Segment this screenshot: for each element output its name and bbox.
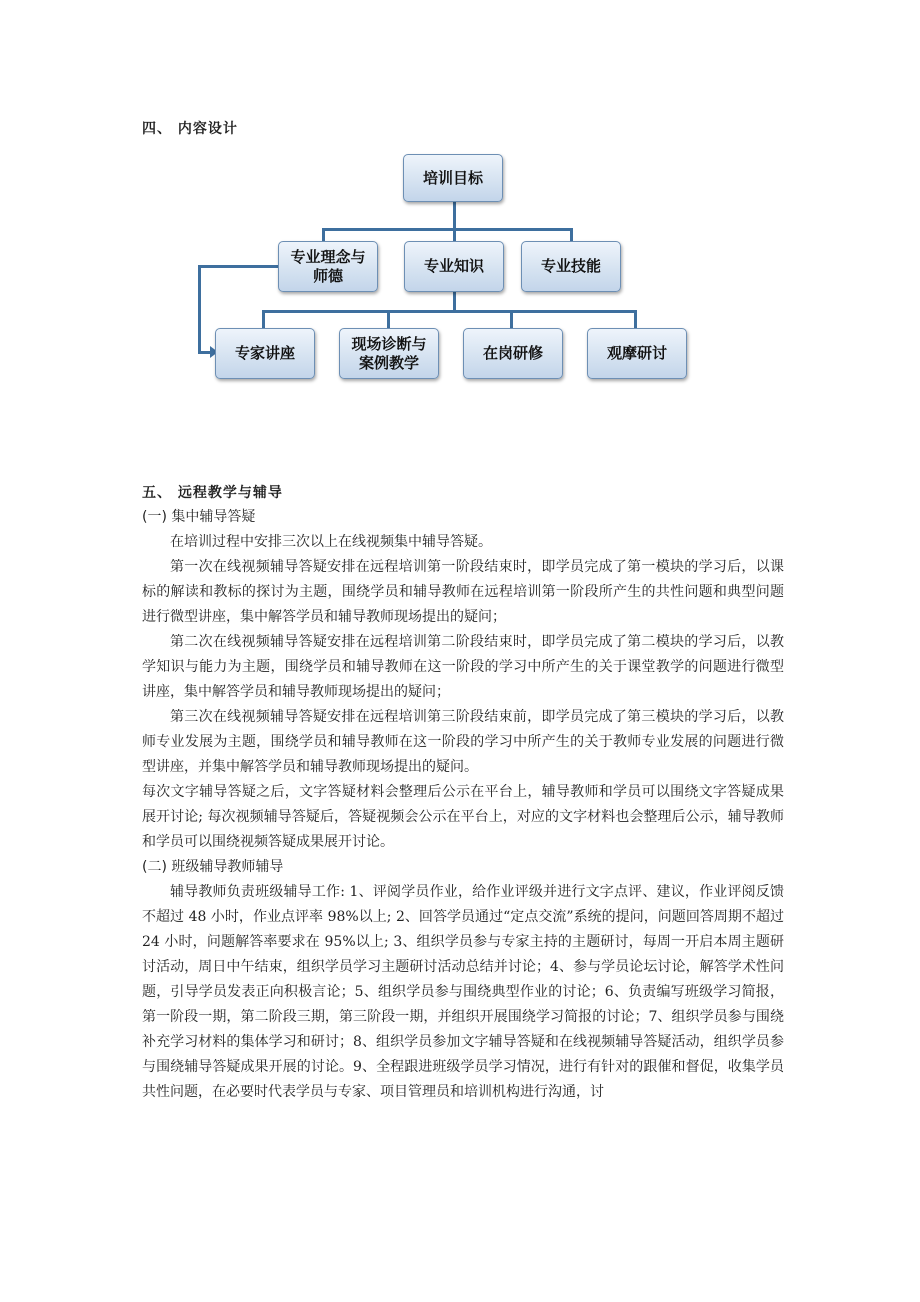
connector — [198, 265, 201, 353]
connector — [570, 228, 573, 242]
section-5-body — [142, 505, 784, 1105]
node-expert-lecture: 专家讲座 — [215, 328, 315, 379]
node-observation-discussion: 观摩研讨 — [587, 328, 687, 379]
connector — [453, 228, 456, 242]
node-professional-skills: 专业技能 — [521, 241, 621, 292]
connector — [198, 265, 278, 268]
section-5-heading: 五、 远程教学与辅导 — [142, 485, 283, 501]
paragraph: 辅导教师负责班级辅导工作: 1、评阅学员作业，给作业评级并进行文字点评、建议，作业评阅反馈不超过 48 小时，作业点评率 98%以上; 2、回答学员通过“定点交流”系统的提问，问题回答周期不超过 24 小时，问题解答率要求在 95%以上; 3、组织学员参与专家主持的主题研讨，每周一开启本周主题研讨活动，周日中午结束，组织学员学习主题研讨活动总结并讨论；4、参与学员论坛讨论，解答学术性问题，引导学员发表正向积极言论；5、组织学员参与围绕典型作业的讨论；6、负责编写班级学习简报，第一阶段一期，第二阶段三期，第三阶段一期，并组织开展围绕学习简报的讨论；7、组织学员参与围绕补充学习材料的集体学习和研讨；8、组织学员参加文字辅导答疑和在线视频辅导答疑活动，组织学员参与围绕辅导答疑成果开展的讨论。9、全程跟进班级学员学习情况，进行有针对的跟催和督促，收集学员共性问题，在必要时代表学员与专家、项目管理员和培训机构进行沟通，讨 — [142, 884, 784, 1100]
node-professional-philosophy: 专业理念与 师德 — [278, 241, 378, 292]
paragraph: 第二次在线视频辅导答疑安排在远程培训第二阶段结束时，即学员完成了第二模块的学习后，以教学知识与能力为主题，围绕学员和辅导教师在这一阶段的学习中所产生的关于课堂教学的问题进行微型讲座，集中解答学员和辅导教师现场提出的疑问； — [142, 634, 784, 700]
section-4-heading: 四、 内容设计 — [142, 121, 238, 137]
paragraph: 第三次在线视频辅导答疑安排在远程培训第三阶段结束前，即学员完成了第三模块的学习后，以教师专业发展为主题，围绕学员和辅导教师在这一阶段的学习中所产生的关于教师专业发展的问题进行微型讲座，并集中解答学员和辅导教师现场提出的疑问。 — [142, 709, 784, 775]
content-design-diagram — [190, 148, 700, 388]
paragraph: 第一次在线视频辅导答疑安排在远程培训第一阶段结束时，即学员完成了第一模块的学习后，以课标的解读和教标的探讨为主题，围绕学员和辅导教师在远程培训第一阶段所产生的共性问题和典型问题进行微型讲座，集中解答学员和辅导教师现场提出的疑问； — [142, 559, 784, 625]
node-professional-knowledge: 专业知识 — [404, 241, 504, 292]
node-onjob-study: 在岗研修 — [463, 328, 563, 379]
paragraph: 在培训过程中安排三次以上在线视频集中辅导答疑。 — [170, 534, 492, 550]
connector — [322, 228, 325, 242]
paragraph: 每次文字辅导答疑之后，文字答疑材料会整理后公示在平台上，辅导教师和学员可以围绕文字答疑成果展开讨论; 每次视频辅导答疑后，答疑视频会公示在平台上，对应的文字材料也会整理后公示，辅导教师和学员可以围绕视频答疑成果展开讨论。 — [142, 784, 784, 850]
subheading-2: (二) 班级辅导教师辅导 — [142, 859, 284, 875]
connector — [634, 310, 637, 328]
connector — [453, 292, 456, 312]
node-training-goal: 培训目标 — [403, 154, 503, 202]
connector — [262, 310, 636, 313]
connector — [387, 310, 390, 328]
node-onsite-diagnosis: 现场诊断与 案例教学 — [339, 328, 439, 379]
connector — [510, 310, 513, 328]
connector — [322, 228, 572, 231]
connector — [453, 200, 456, 230]
connector — [262, 310, 265, 328]
subheading-1: (一) 集中辅导答疑 — [142, 509, 256, 525]
